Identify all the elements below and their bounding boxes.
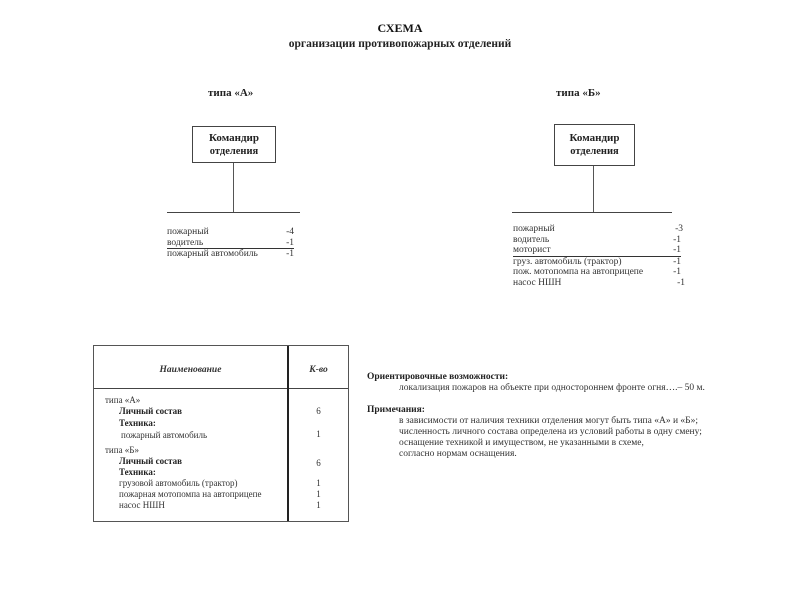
roster-item-name: водитель — [167, 237, 204, 248]
roster-item — [513, 278, 685, 289]
type-a-commander-box — [192, 126, 276, 163]
document-subtitle: организации противопожарных отделений — [288, 38, 512, 50]
capabilities-text: локализация пожаров на объекте при одностороннем фронте огня….– 50 м. — [399, 383, 705, 393]
roster-item-qty: -1 — [673, 267, 681, 277]
type-b-commander-line2: отделения — [570, 146, 619, 157]
document-title: СХЕМА — [377, 21, 423, 35]
table-row-label: грузовой автомобиль (трактор) — [119, 478, 238, 488]
table-header-name: Наименование — [159, 365, 222, 375]
type-a-commander-line2: отделения — [209, 146, 259, 157]
table-row-label: Личный состав — [119, 406, 182, 416]
roster-item-qty: -1 — [673, 256, 681, 267]
roster-item-qty: -1 — [286, 237, 294, 248]
roster-item — [167, 249, 294, 260]
roster-item-name: пож. мотопомпа на автоприцепе — [513, 267, 644, 277]
table-row-label: типа «Б» — [105, 445, 139, 455]
roster-item-name: насос НШН — [513, 277, 562, 288]
roster-item-qty: -1 — [673, 245, 681, 255]
roster-item — [513, 257, 685, 268]
table-row-label: типа «А» — [105, 395, 141, 405]
note-line: численность личного состава определена из условий работы в одну смену; — [399, 427, 702, 437]
roster-item-qty: -3 — [675, 224, 683, 234]
type-b-connector-vertical — [593, 166, 594, 212]
roster-item-qty: -1 — [673, 234, 681, 245]
table-row-qty: 6 — [316, 406, 321, 416]
table-row-qty: 1 — [316, 489, 321, 499]
type-a-connector-vertical — [233, 163, 234, 212]
table-row-label: пожарный автомобиль — [121, 430, 208, 440]
type-a-connector-horizontal — [167, 212, 300, 213]
roster-item — [513, 224, 685, 235]
roster-item-qty: -4 — [286, 227, 294, 237]
roster-item-name: моторист — [513, 245, 551, 255]
roster-item-name: пожарный — [513, 224, 555, 234]
roster-item — [513, 245, 681, 257]
type-a-label: типа «А» — [208, 87, 254, 99]
note-line: согласно нормам оснащения. — [399, 449, 517, 459]
type-b-roster — [513, 224, 685, 288]
roster-item — [513, 235, 685, 246]
type-b-commander-box — [554, 124, 635, 166]
note-line: в зависимости от наличия техники отделения могут быть типа «А» и «Б»; — [399, 416, 699, 426]
roster-item-qty: -1 — [677, 277, 685, 288]
roster-item-qty: -1 — [286, 249, 294, 259]
composition-table — [93, 345, 349, 522]
type-b-label: типа «Б» — [556, 87, 601, 99]
roster-item-name: пожарный автомобиль — [167, 249, 258, 259]
capabilities-section — [367, 372, 787, 394]
notes-section — [367, 405, 787, 460]
roster-item — [513, 267, 685, 278]
type-b-commander-line1: Командир — [569, 132, 620, 144]
roster-item-name: груз. автомобиль (трактор) — [513, 256, 622, 267]
table-row-qty: 1 — [316, 500, 321, 510]
table-row-qty: 1 — [316, 478, 321, 488]
table-row-qty: 1 — [316, 429, 321, 439]
roster-item — [167, 227, 294, 238]
table-row-label: Техника: — [119, 418, 156, 428]
roster-item-name: пожарный — [167, 227, 209, 237]
table-row-label: насос НШН — [119, 500, 165, 510]
notes-heading: Примечания: — [367, 405, 425, 415]
type-b-connector-horizontal — [512, 212, 672, 213]
table-header-qty: К-во — [309, 365, 328, 375]
type-a-roster — [167, 227, 294, 260]
table-row-label: пожарная мотопомпа на автоприцепе — [119, 489, 262, 499]
type-a-commander-line1: Командир — [209, 132, 259, 144]
note-line: оснащение техникой и имуществом, не указанными в схеме, — [399, 438, 644, 448]
roster-item-name: водитель — [513, 234, 550, 245]
roster-item — [167, 238, 294, 250]
capabilities-heading: Ориентировочные возможности: — [367, 372, 509, 382]
table-row-label: Техника: — [119, 467, 156, 477]
table-row-label: Личный состав — [119, 456, 182, 466]
table-row-qty: 6 — [316, 458, 321, 468]
